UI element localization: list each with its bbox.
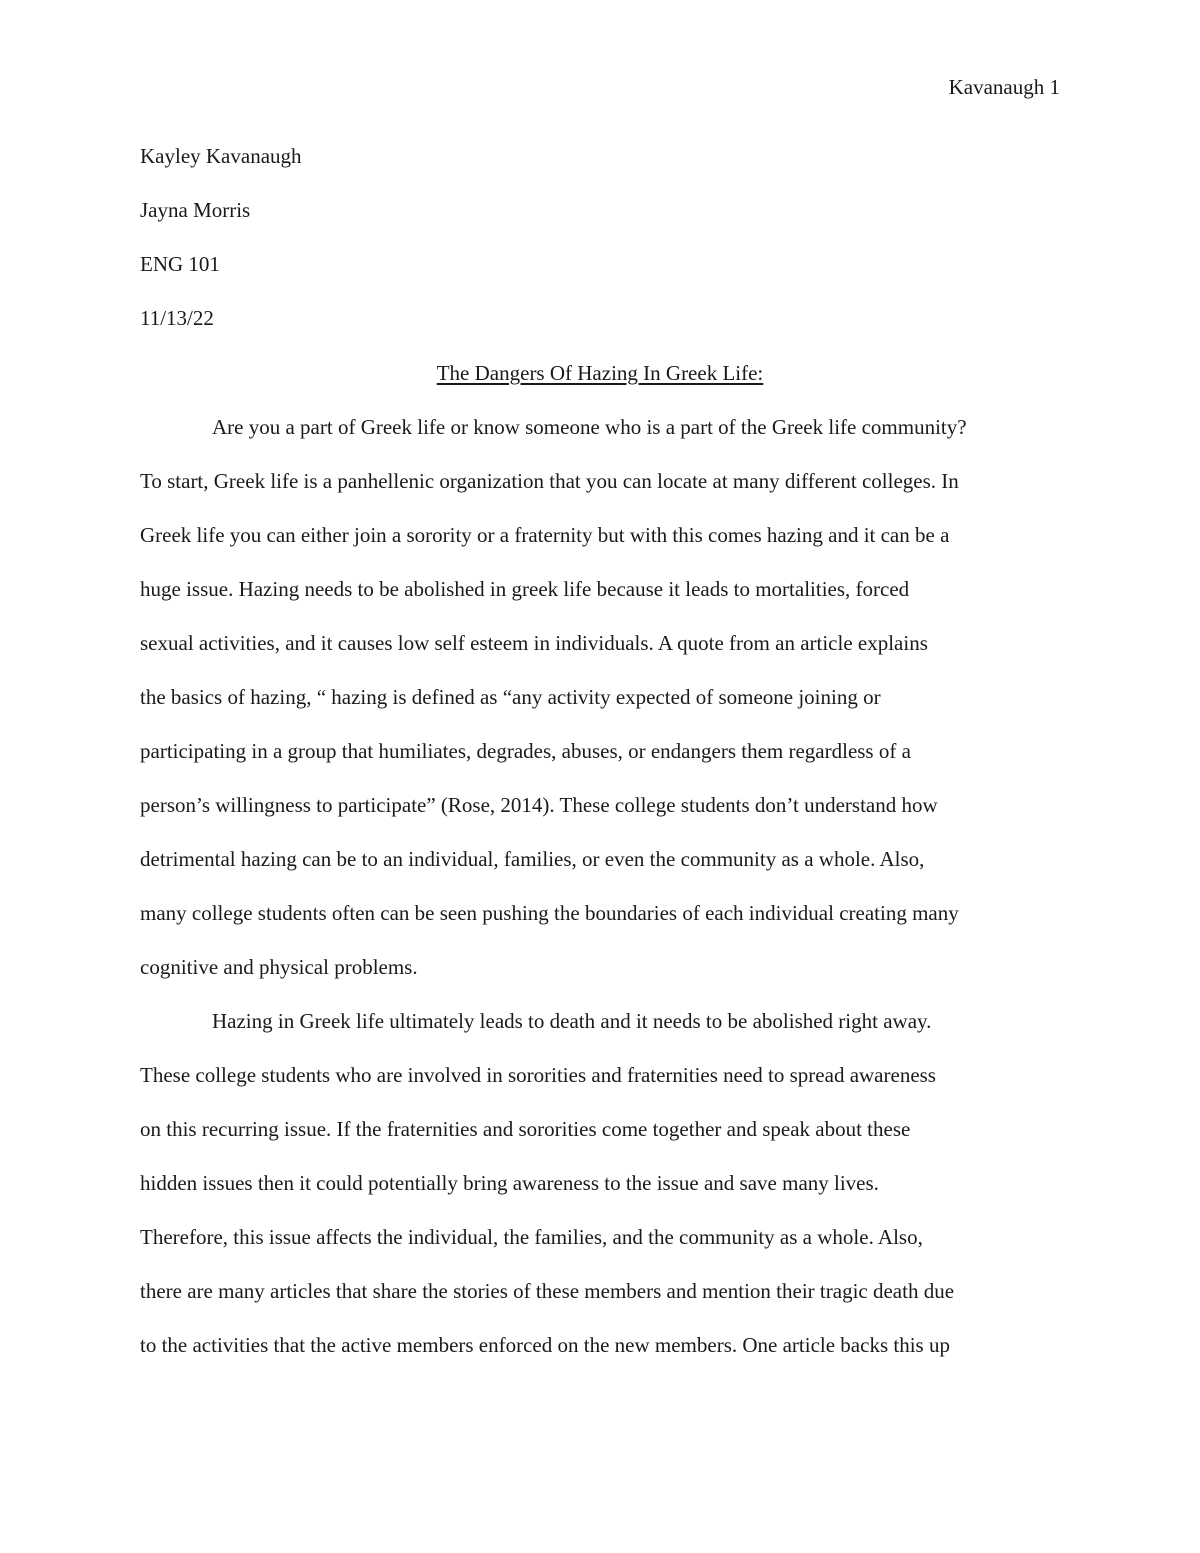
paragraph-line: These college students who are involved in sororities and fraternities need to spread awareness xyxy=(140,1063,936,1087)
paragraph-line: hidden issues then it could potentially bring awareness to the issue and save many lives. xyxy=(140,1171,879,1195)
paragraph-line: Therefore, this issue affects the individual, the families, and the community as a whole. Also, xyxy=(140,1225,923,1249)
running-header: Kavanaugh 1 xyxy=(948,75,1060,99)
paragraph-line: there are many articles that share the stories of these members and mention their tragic death due xyxy=(140,1279,955,1303)
paragraph-line: sexual activities, and it causes low self esteem in individuals. A quote from an article explains xyxy=(140,631,928,655)
paragraph-1 xyxy=(140,411,1060,1005)
mla-heading xyxy=(140,140,1060,356)
paragraph-line: To start, Greek life is a panhellenic organization that you can locate at many different colleges. In xyxy=(140,469,959,493)
student-name: Kayley Kavanaugh xyxy=(140,144,302,168)
paragraph-line: person’s willingness to participate” (Rose, 2014). These college students don’t understand how xyxy=(140,793,938,817)
paragraph-line: to the activities that the active members enforced on the new members. One article backs this up xyxy=(140,1333,950,1357)
course-name: ENG 101 xyxy=(140,252,220,276)
essay-title: The Dangers Of Hazing In Greek Life: xyxy=(436,361,764,385)
paragraph-line: Hazing in Greek life ultimately leads to death and it needs to be abolished right away. xyxy=(212,1009,932,1033)
essay-body xyxy=(140,411,1060,1383)
paragraph-line: Are you a part of Greek life or know someone who is a part of the Greek life community? xyxy=(212,415,967,439)
paragraph-line: many college students often can be seen pushing the boundaries of each individual creating many xyxy=(140,901,959,925)
paragraph-line: on this recurring issue. If the fraternities and sororities come together and speak about these xyxy=(140,1117,911,1141)
paragraph-line: participating in a group that humiliates, degrades, abuses, or endangers them regardless of a xyxy=(140,739,911,763)
paragraph-line: detrimental hazing can be to an individual, families, or even the community as a whole. Also, xyxy=(140,847,925,871)
essay-date: 11/13/22 xyxy=(140,306,214,330)
paragraph-line: cognitive and physical problems. xyxy=(140,955,418,979)
paragraph-line: the basics of hazing, “ hazing is defined as “any activity expected of someone joining or xyxy=(140,685,881,709)
paragraph-line: huge issue. Hazing needs to be abolished in greek life because it leads to mortalities, forced xyxy=(140,577,910,601)
instructor-name: Jayna Morris xyxy=(140,198,251,222)
paragraph-2 xyxy=(140,1005,1060,1383)
paragraph-line: Greek life you can either join a sorority or a fraternity but with this comes hazing and it can be a xyxy=(140,523,950,547)
